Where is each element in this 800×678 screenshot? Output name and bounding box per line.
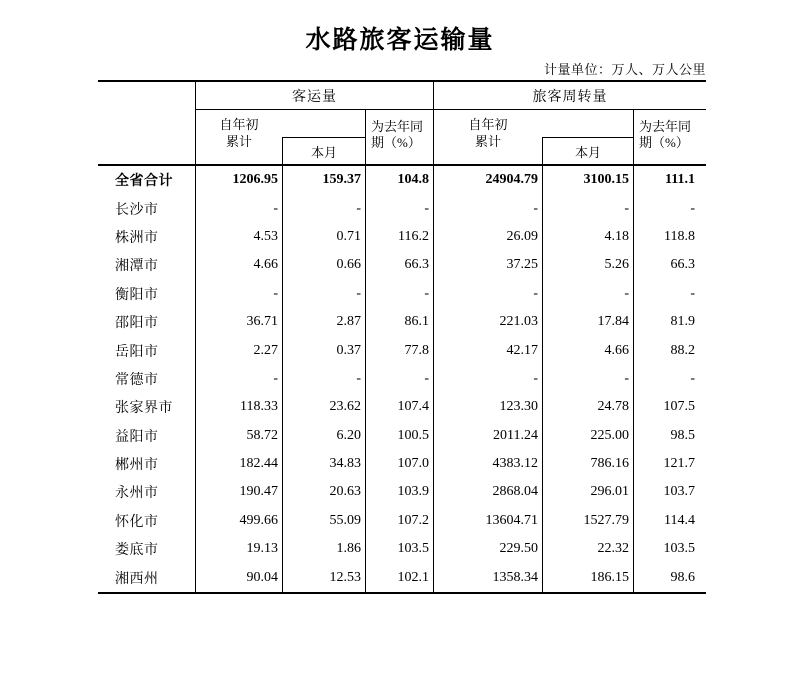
row-value: 37.25 [433, 251, 542, 279]
row-value: 20.63 [282, 478, 365, 506]
row-value: 1527.79 [542, 507, 633, 535]
row-value: 2.27 [195, 336, 282, 364]
row-value: - [365, 365, 433, 393]
row-value: 499.66 [195, 507, 282, 535]
row-value: 103.7 [633, 478, 706, 506]
row-value: 118.8 [633, 223, 706, 251]
row-value: 221.03 [433, 308, 542, 336]
row-value: 0.71 [282, 223, 365, 251]
row-value: 103.5 [633, 535, 706, 563]
row-value: - [433, 194, 542, 222]
row-value: 98.5 [633, 422, 706, 450]
row-value: 0.66 [282, 251, 365, 279]
row-value: - [433, 365, 542, 393]
row-value: 5.26 [542, 251, 633, 279]
group-header-passenger-volume: 客运量 [195, 82, 433, 110]
row-value: - [633, 365, 706, 393]
row-value: 4.66 [195, 251, 282, 279]
row-value: 0.37 [282, 336, 365, 364]
table-row [98, 478, 706, 506]
group-header-row [98, 82, 706, 110]
row-value: 22.32 [542, 535, 633, 563]
row-value: 123.30 [433, 393, 542, 421]
subheader-turnover-month: 本月 [542, 137, 633, 164]
row-value: 2.87 [282, 308, 365, 336]
row-label: 长沙市 [115, 202, 159, 218]
row-value: 2868.04 [433, 478, 542, 506]
table-body [98, 164, 706, 594]
table-row [98, 450, 706, 478]
table-row [98, 223, 706, 251]
row-value: 100.5 [365, 422, 433, 450]
page-title: 水路旅客运输量 [305, 27, 495, 54]
subheader-turnover-cumulative [433, 110, 542, 164]
subheader-volume-month-cell [282, 110, 365, 164]
row-value: - [195, 280, 282, 308]
row-value: 55.09 [282, 507, 365, 535]
table-row [98, 308, 706, 336]
row-value: 90.04 [195, 563, 282, 591]
row-value: 121.7 [633, 450, 706, 478]
subheader-line: 累计 [474, 134, 501, 149]
row-value: 6.20 [282, 422, 365, 450]
row-value: - [542, 280, 633, 308]
row-value: - [433, 280, 542, 308]
table-row [98, 280, 706, 308]
row-value: 1206.95 [195, 166, 282, 194]
row-value: 104.8 [365, 166, 433, 194]
row-value: 88.2 [633, 336, 706, 364]
row-value: 118.33 [195, 393, 282, 421]
row-value: 229.50 [433, 535, 542, 563]
subheader-line: 累计 [225, 134, 252, 149]
row-value: 225.00 [542, 422, 633, 450]
row-value: - [542, 365, 633, 393]
subheader-volume-month: 本月 [282, 137, 365, 164]
row-value: 2011.24 [433, 422, 542, 450]
table-row [98, 535, 706, 563]
row-value: 24.78 [542, 393, 633, 421]
row-label: 湘西州 [115, 571, 159, 587]
row-value: - [195, 365, 282, 393]
row-value: 58.72 [195, 422, 282, 450]
row-value: 103.9 [365, 478, 433, 506]
row-value: 13604.71 [433, 507, 542, 535]
row-value: 66.3 [365, 251, 433, 279]
row-value: 26.09 [433, 223, 542, 251]
row-label: 全省合计 [115, 174, 173, 190]
row-value: 102.1 [365, 563, 433, 591]
row-value: - [195, 194, 282, 222]
row-label: 株洲市 [115, 230, 159, 246]
row-label: 衡阳市 [115, 287, 159, 303]
subheader-volume-cumulative [195, 110, 282, 164]
row-value: 107.0 [365, 450, 433, 478]
row-value: - [365, 194, 433, 222]
header-spacer [98, 110, 195, 164]
subheader-line: 期（%） [639, 135, 689, 150]
row-value: - [282, 194, 365, 222]
row-value: 190.47 [195, 478, 282, 506]
row-value: 98.6 [633, 563, 706, 591]
row-value: 17.84 [542, 308, 633, 336]
table-row [98, 422, 706, 450]
row-value: 81.9 [633, 308, 706, 336]
row-value: 66.3 [633, 251, 706, 279]
subheader-line: 为去年同 [371, 119, 424, 134]
row-value: 114.4 [633, 507, 706, 535]
waterway-transport-table [98, 80, 706, 594]
row-value: 1358.34 [433, 563, 542, 591]
row-value: 4.66 [542, 336, 633, 364]
row-label: 岳阳市 [115, 344, 159, 360]
row-value: 103.5 [365, 535, 433, 563]
row-value: 4.53 [195, 223, 282, 251]
row-value: - [282, 280, 365, 308]
table-header [98, 80, 706, 164]
row-value: 107.2 [365, 507, 433, 535]
row-value: 4.18 [542, 223, 633, 251]
row-value: 24904.79 [433, 166, 542, 194]
row-value: 19.13 [195, 535, 282, 563]
row-value: - [282, 365, 365, 393]
row-label: 永州市 [115, 486, 159, 502]
header-spacer [98, 82, 195, 110]
row-value: 182.44 [195, 450, 282, 478]
subheader-volume-yoy [365, 110, 433, 164]
row-label: 湘潭市 [115, 259, 159, 275]
subheader-line: 期（%） [371, 135, 421, 150]
row-value: 107.4 [365, 393, 433, 421]
row-value: 34.83 [282, 450, 365, 478]
row-value: 116.2 [365, 223, 433, 251]
subheader-line: 为去年同 [639, 119, 692, 134]
row-value: - [365, 280, 433, 308]
row-value: 159.37 [282, 166, 365, 194]
row-label: 娄底市 [115, 543, 159, 559]
table-row [98, 336, 706, 364]
row-value: 4383.12 [433, 450, 542, 478]
row-label: 郴州市 [115, 458, 159, 474]
table-row [98, 166, 706, 194]
row-value: 186.15 [542, 563, 633, 591]
row-value: 1.86 [282, 535, 365, 563]
unit-note: 计量单位：万人、万人公里 [543, 62, 706, 77]
row-label: 张家界市 [115, 401, 173, 417]
table-row [98, 507, 706, 535]
table-row [98, 393, 706, 421]
subheader-turnover-yoy [633, 110, 706, 164]
row-label: 怀化市 [115, 514, 159, 530]
row-label: 益阳市 [115, 429, 159, 445]
row-value: 107.5 [633, 393, 706, 421]
row-value: 111.1 [633, 166, 706, 194]
row-value: 86.1 [365, 308, 433, 336]
row-value: 23.62 [282, 393, 365, 421]
table-row [98, 365, 706, 393]
row-value: - [633, 194, 706, 222]
table-row [98, 194, 706, 222]
table-row [98, 251, 706, 279]
row-value: - [633, 280, 706, 308]
row-label: 邵阳市 [115, 316, 159, 332]
row-value: 296.01 [542, 478, 633, 506]
row-value: - [542, 194, 633, 222]
subheader-line: 自年初 [468, 117, 508, 132]
row-value: 36.71 [195, 308, 282, 336]
row-label: 常德市 [115, 372, 159, 388]
sub-header-row [98, 110, 706, 164]
group-header-passenger-turnover: 旅客周转量 [433, 82, 706, 110]
row-value: 12.53 [282, 563, 365, 591]
row-value: 42.17 [433, 336, 542, 364]
subheader-line: 自年初 [219, 117, 259, 132]
row-value: 3100.15 [542, 166, 633, 194]
row-value: 786.16 [542, 450, 633, 478]
row-value: 77.8 [365, 336, 433, 364]
table-row [98, 563, 706, 591]
subheader-turnover-month-cell [542, 110, 633, 164]
